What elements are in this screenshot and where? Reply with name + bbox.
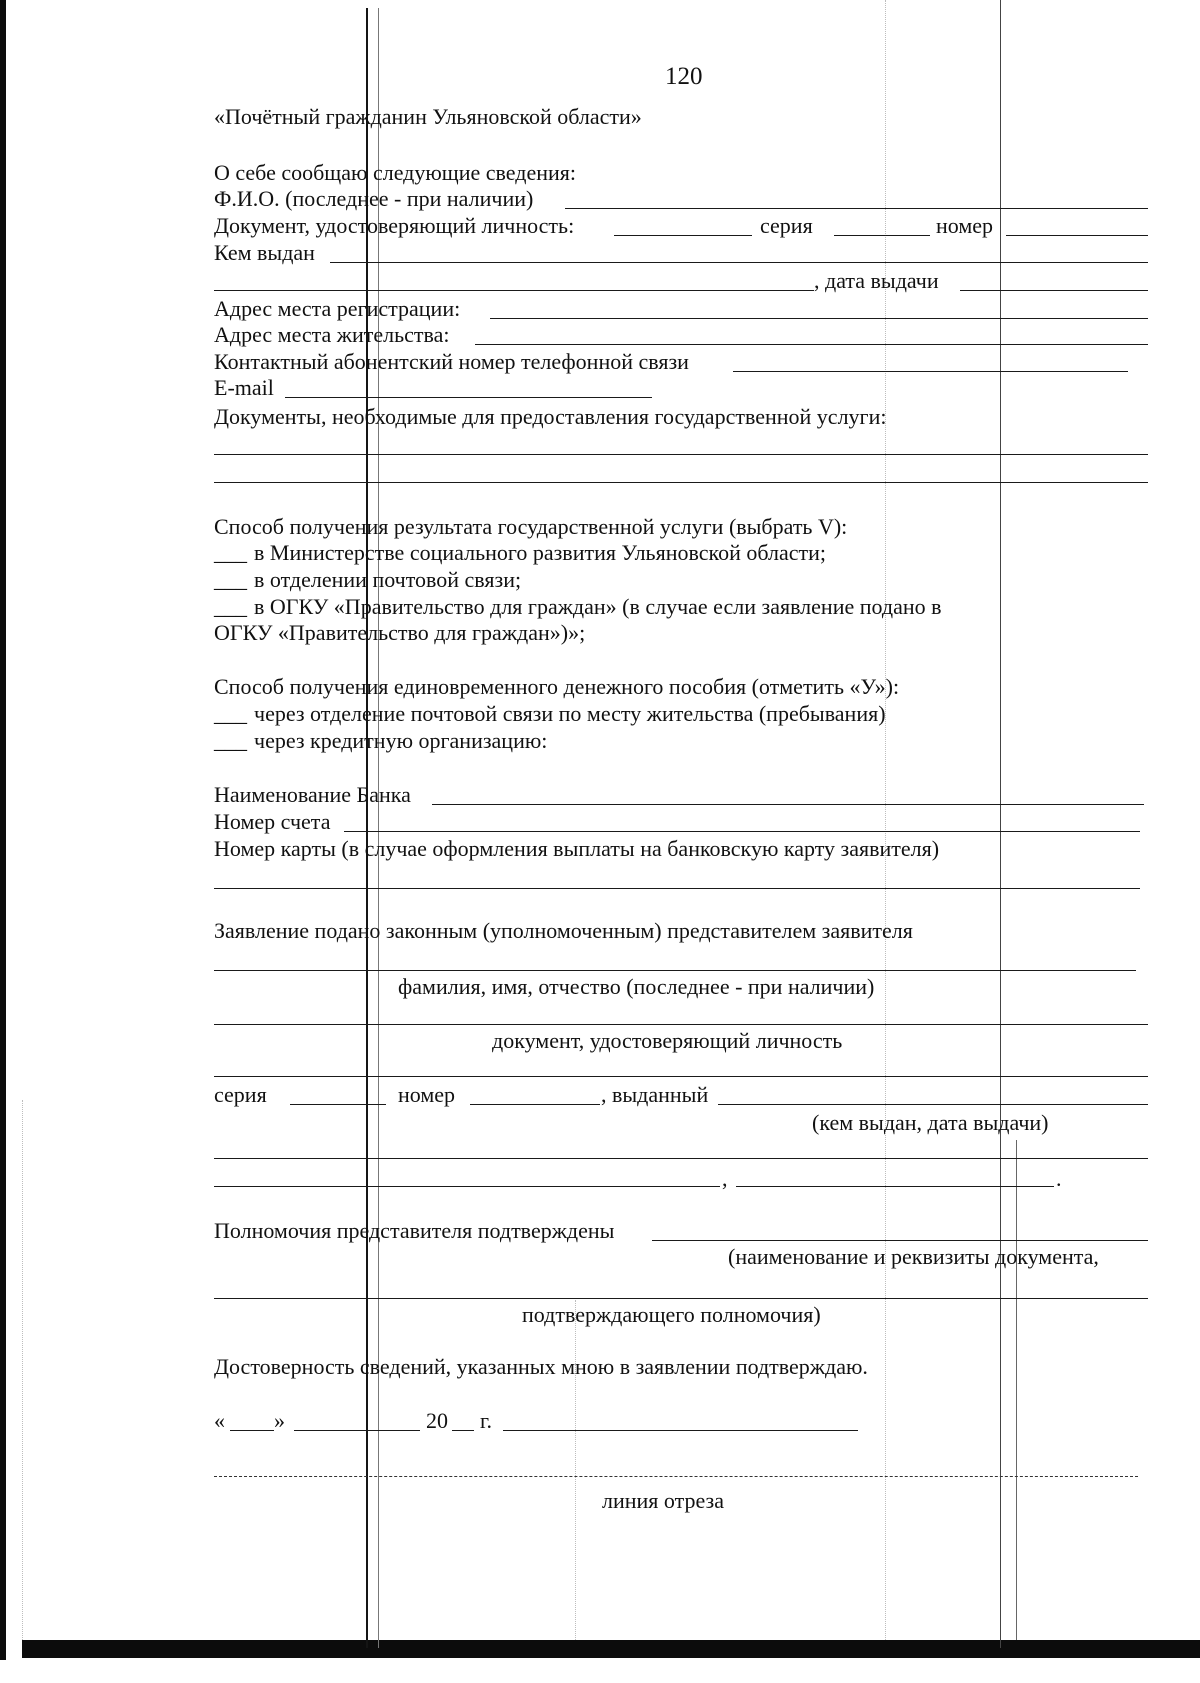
date-year-label: 20 bbox=[426, 1408, 448, 1433]
live-address-field[interactable] bbox=[475, 344, 1148, 345]
email-field[interactable] bbox=[285, 397, 652, 398]
representative-name-caption: фамилия, имя, отчество (последнее - при наличии) bbox=[398, 974, 875, 999]
powers-label: Полномочия представителя подтверждены bbox=[214, 1218, 615, 1243]
powers-field-2[interactable] bbox=[214, 1298, 1148, 1299]
series-label: серия bbox=[760, 213, 813, 238]
documents-label: Документы, необходимые для предоставления государственной услуги: bbox=[214, 404, 887, 429]
rep-series-field[interactable] bbox=[290, 1104, 386, 1105]
representative-name-field[interactable] bbox=[214, 970, 1136, 971]
result-option-ministry: в Министерстве социального развития Ульяновской области; bbox=[254, 540, 826, 565]
rep-period: . bbox=[1056, 1166, 1062, 1191]
result-option-post: в отделении почтовой связи; bbox=[254, 567, 522, 592]
rep-comma: , bbox=[722, 1166, 728, 1191]
cut-line bbox=[214, 1476, 1138, 1477]
scan-vertical-line bbox=[1016, 1140, 1017, 1640]
date-close-quote: » bbox=[274, 1408, 285, 1433]
powers-caption-1: (наименование и реквизиты документа, bbox=[728, 1244, 1099, 1269]
account-field[interactable] bbox=[344, 831, 1140, 832]
scan-fold-mark bbox=[22, 1100, 23, 1640]
scan-vertical-line bbox=[1000, 0, 1001, 1648]
number-label: номер bbox=[936, 213, 994, 238]
issued-by-label: Кем выдан bbox=[214, 240, 315, 265]
fio-label: Ф.И.О. (последнее - при наличии) bbox=[214, 186, 534, 211]
scan-left-edge bbox=[0, 0, 6, 1660]
id-doc-field[interactable] bbox=[614, 235, 752, 236]
payment-blank-1[interactable]: ___ bbox=[214, 701, 247, 726]
date-open-quote: « bbox=[214, 1408, 225, 1433]
rep-date-field[interactable] bbox=[736, 1186, 1054, 1187]
page-number: 120 bbox=[665, 63, 703, 90]
number-field[interactable] bbox=[1006, 235, 1148, 236]
scan-bottom-edge bbox=[22, 1640, 1200, 1658]
rep-number-label: номер bbox=[398, 1082, 456, 1107]
date-month-field[interactable] bbox=[294, 1430, 420, 1431]
rep-issued-label: , выданный bbox=[601, 1082, 709, 1107]
email-label: E-mail bbox=[214, 375, 274, 400]
rep-issued-field-3[interactable] bbox=[214, 1186, 720, 1187]
representative-doc-caption: документ, удостоверяющий личность bbox=[492, 1028, 843, 1053]
fio-field[interactable] bbox=[565, 208, 1148, 209]
payment-option-post: через отделение почтовой связи по месту жительства (пребывания) bbox=[254, 701, 886, 726]
rep-issued-field-2[interactable] bbox=[214, 1158, 1148, 1159]
rep-number-field[interactable] bbox=[470, 1104, 600, 1105]
rep-issued-field[interactable] bbox=[718, 1104, 1148, 1105]
scan-vertical-line bbox=[378, 8, 379, 1648]
documents-field-2[interactable] bbox=[214, 482, 1148, 483]
representative-doc-field-2[interactable] bbox=[214, 1076, 1148, 1077]
phone-field[interactable] bbox=[733, 371, 1128, 372]
issue-date-field[interactable] bbox=[960, 290, 1148, 291]
rep-series-label: серия bbox=[214, 1082, 267, 1107]
payment-blank-2[interactable]: ___ bbox=[214, 728, 247, 753]
phone-label: Контактный абонентский номер телефонной связи bbox=[214, 349, 689, 374]
representative-doc-field[interactable] bbox=[214, 1024, 1148, 1025]
representative-heading: Заявление подано законным (уполномоченным) представителем заявителя bbox=[214, 918, 913, 943]
page-title: «Почётный гражданин Ульяновской области» bbox=[214, 104, 642, 129]
result-option-ogku: в ОГКУ «Правительство для граждан» (в случае если заявление подано в bbox=[254, 594, 942, 619]
payment-option-bank: через кредитную организацию: bbox=[254, 728, 548, 753]
date-day-field[interactable] bbox=[230, 1430, 274, 1431]
powers-field[interactable] bbox=[652, 1240, 1148, 1241]
result-blank-2[interactable]: ___ bbox=[214, 567, 247, 592]
powers-caption-2: подтверждающего полномочия) bbox=[522, 1302, 821, 1327]
reg-address-field[interactable] bbox=[490, 318, 1148, 319]
result-method-heading: Способ получения результата государственной услуги (выбрать V): bbox=[214, 514, 848, 539]
issued-by-field[interactable] bbox=[330, 262, 1148, 263]
issue-date-label: , дата выдачи bbox=[814, 268, 939, 293]
signature-field[interactable] bbox=[503, 1430, 858, 1431]
result-blank-1[interactable]: ___ bbox=[214, 540, 247, 565]
live-address-label: Адрес места жительства: bbox=[214, 322, 450, 347]
reg-address-label: Адрес места регистрации: bbox=[214, 296, 461, 321]
scan-fold-mark bbox=[575, 1300, 576, 1640]
cut-line-label: линия отреза bbox=[602, 1488, 724, 1513]
issued-by-field-2[interactable] bbox=[214, 290, 814, 291]
intro-text: О себе сообщаю следующие сведения: bbox=[214, 160, 577, 185]
payment-method-heading: Способ получения единовременного денежного пособия (отметить «У»): bbox=[214, 674, 900, 699]
account-label: Номер счета bbox=[214, 809, 331, 834]
date-year-field[interactable] bbox=[452, 1430, 474, 1431]
result-blank-3[interactable]: ___ bbox=[214, 594, 247, 619]
card-label: Номер карты (в случае оформления выплаты на банковскую карту заявителя) bbox=[214, 836, 940, 861]
confirm-text: Достоверность сведений, указанных мною в заявлении подтверждаю. bbox=[214, 1354, 868, 1379]
date-g-label: г. bbox=[480, 1408, 493, 1433]
bank-name-label: Наименование Банка bbox=[214, 782, 411, 807]
documents-field-1[interactable] bbox=[214, 454, 1148, 455]
rep-issued-caption: (кем выдан, дата выдачи) bbox=[812, 1110, 1049, 1135]
series-field[interactable] bbox=[834, 235, 930, 236]
bank-name-field[interactable] bbox=[432, 804, 1144, 805]
id-doc-label: Документ, удостоверяющий личность: bbox=[214, 213, 575, 238]
result-option-ogku-cont: ОГКУ «Правительство для граждан»)»; bbox=[214, 620, 586, 645]
scan-vertical-line bbox=[366, 8, 368, 1648]
scan-fold-mark bbox=[885, 0, 886, 1640]
card-field[interactable] bbox=[214, 888, 1140, 889]
